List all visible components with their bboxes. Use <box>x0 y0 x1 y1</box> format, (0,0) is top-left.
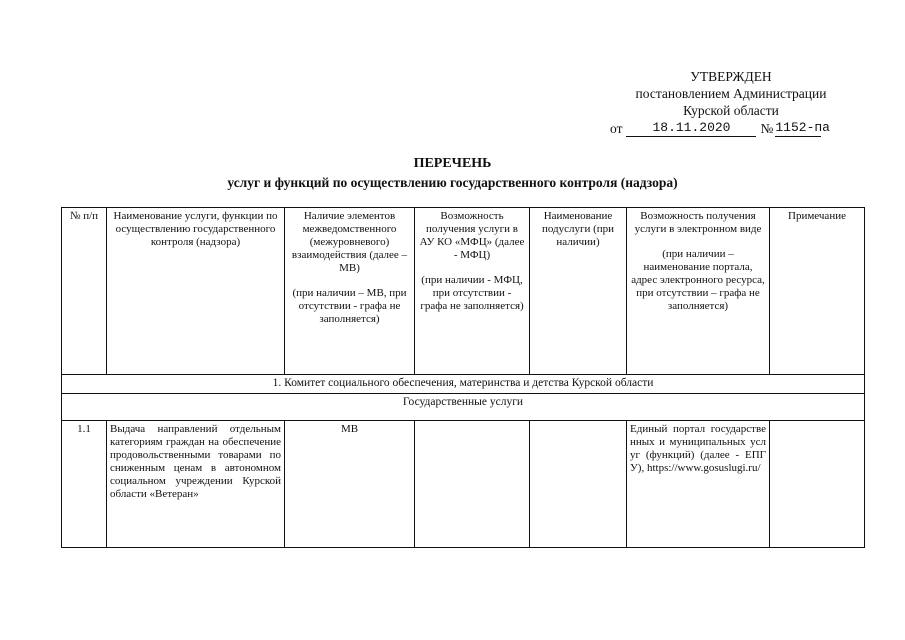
number-label: № <box>760 121 774 136</box>
approval-date: 18.11.2020 <box>626 119 756 137</box>
approval-line-2: Курской области <box>683 103 779 118</box>
row-note <box>770 421 865 548</box>
row-mv: МВ <box>285 421 415 548</box>
section-row <box>62 375 865 394</box>
row-subservice <box>530 421 627 548</box>
section-title: 1. Комитет социального обеспечения, материнства и детства Курской области <box>62 375 865 394</box>
header-electronic: Возможность получения услуги в электронном виде (при наличии – наименование портала, адрес электронного ресурса, при отсутствии – графа не заполняется) <box>627 208 770 375</box>
header-name: Наименование услуги, функции по осуществлению государственного контроля (надзора) <box>107 208 285 375</box>
row-electronic: Единый портал государственных и муниципальных услуг (функций) (далее - ЕПГУ), https://www.gosuslugi.ru/ <box>627 421 770 548</box>
approval-date-row <box>610 119 856 137</box>
approved-label: УТВЕРЖДЕН <box>690 69 772 84</box>
table-header-row <box>62 208 865 375</box>
table-row <box>62 421 865 548</box>
approval-block <box>606 68 856 137</box>
header-mfc: Возможность получения услуги в АУ КО «МФЦ» (далее - МФЦ) (при наличии - МФЦ, при отсутствии - графа не заполняется) <box>415 208 530 375</box>
date-from-label: от <box>610 121 623 136</box>
header-mv-note: (при наличии – МВ, при отсутствии - графа не заполняется) <box>292 287 407 325</box>
subsection-title: Государственные услуги <box>62 394 865 421</box>
header-electronic-note: (при наличии – наименование портала, адрес электронного ресурса, при отсутствии – графа не заполняется) <box>631 248 765 312</box>
approval-number: 1152-па <box>775 120 830 135</box>
row-num: 1.1 <box>62 421 107 548</box>
header-mfc-note: (при наличии - МФЦ, при отсутствии - графа не заполняется) <box>420 274 524 312</box>
document-title: ПЕРЕЧЕНЬ <box>413 156 492 171</box>
row-service-name: Выдача направлений отдельным категориям граждан на обеспечение продовольственными товарами по сниженным ценам в автономном социальном учреждении Курской области «Ветеран» <box>107 421 285 548</box>
row-mfc <box>415 421 530 548</box>
document-subtitle: услуг и функций по осуществлению государственного контроля (надзора) <box>227 175 678 190</box>
header-num: № п/п <box>62 208 107 375</box>
subsection-row <box>62 394 865 421</box>
services-table <box>61 207 865 548</box>
approval-line-1: постановлением Администрации <box>635 86 827 101</box>
header-note: Примечание <box>770 208 865 375</box>
header-mv: Наличие элементов межведомственного (межуровневого) взаимодействия (далее – МВ) (при наличии – МВ, при отсутствии - графа не заполняется) <box>285 208 415 375</box>
header-subservice: Наименование подуслуги (при наличии) <box>530 208 627 375</box>
